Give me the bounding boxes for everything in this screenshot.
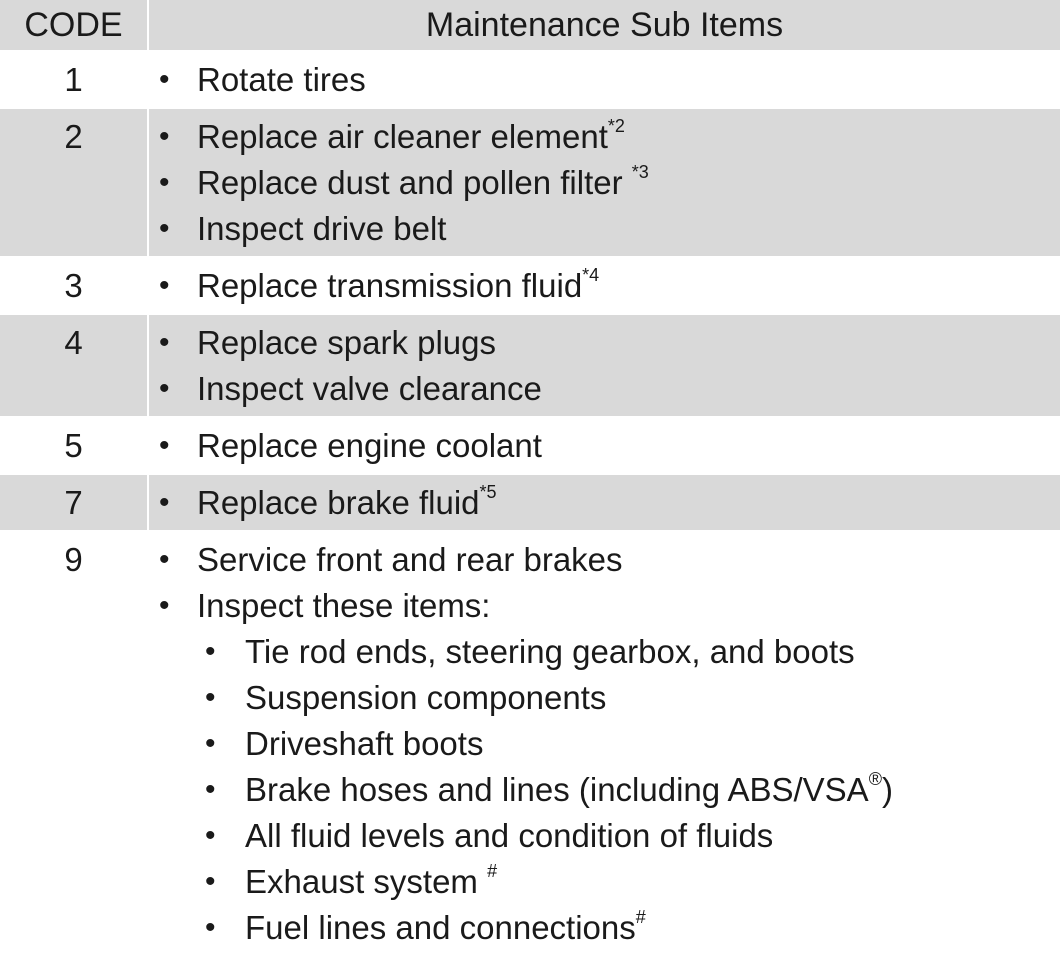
sub-items-list xyxy=(149,57,1060,103)
list-item xyxy=(149,859,1060,905)
list-item xyxy=(149,160,1060,206)
maintenance-code: 5 xyxy=(0,417,148,474)
sub-items-cell xyxy=(148,531,1060,955)
footnote-marker: # xyxy=(487,861,498,881)
list-item xyxy=(149,583,1060,629)
header-row xyxy=(0,0,1060,51)
item-text: Replace dust and pollen filter xyxy=(197,164,632,201)
table-row xyxy=(0,531,1060,955)
item-text: Inspect valve clearance xyxy=(197,370,542,407)
list-item xyxy=(149,905,1060,951)
footnote-marker: # xyxy=(635,907,646,927)
item-text: Service front and rear brakes xyxy=(197,541,623,578)
table-row xyxy=(0,108,1060,257)
sub-items-cell xyxy=(148,474,1060,531)
item-text: Tie rod ends, steering gearbox, and boots xyxy=(245,633,855,670)
code-column-header: CODE xyxy=(0,0,148,51)
sub-items-list xyxy=(149,537,1060,951)
item-text-suffix: ) xyxy=(881,771,893,808)
item-text: Inspect these items: xyxy=(197,587,491,624)
footnote-marker: *5 xyxy=(479,482,497,502)
table-row xyxy=(0,474,1060,531)
sub-items-list xyxy=(149,480,1060,526)
maintenance-code: 3 xyxy=(0,257,148,314)
nested-sub-items-list xyxy=(149,629,1060,951)
maintenance-code: 4 xyxy=(0,314,148,417)
list-item xyxy=(149,480,1060,526)
item-text: Brake hoses and lines (including ABS/VSA xyxy=(245,771,869,808)
item-text: Suspension components xyxy=(245,679,607,716)
sub-items-cell xyxy=(148,51,1060,108)
item-text: Replace spark plugs xyxy=(197,324,496,361)
item-text: Replace air cleaner element xyxy=(197,118,608,155)
item-text: Rotate tires xyxy=(197,61,366,98)
sub-items-cell xyxy=(148,257,1060,314)
table-row xyxy=(0,417,1060,474)
list-item xyxy=(149,423,1060,469)
list-item xyxy=(149,675,1060,721)
sub-items-cell xyxy=(148,108,1060,257)
item-text: Driveshaft boots xyxy=(245,725,484,762)
item-text: Inspect drive belt xyxy=(197,210,447,247)
item-text: Replace transmission fluid xyxy=(197,267,583,304)
footnote-marker: *3 xyxy=(631,162,649,182)
item-text: Replace brake fluid xyxy=(197,484,480,521)
maintenance-code: 9 xyxy=(0,531,148,955)
sub-items-list xyxy=(149,423,1060,469)
item-text: Fuel lines and connections xyxy=(245,909,636,946)
sub-items-list xyxy=(149,320,1060,412)
list-item xyxy=(149,206,1060,252)
list-item xyxy=(149,114,1060,160)
table-row xyxy=(0,51,1060,108)
footnote-marker: *2 xyxy=(607,116,625,136)
item-text: Replace engine coolant xyxy=(197,427,542,464)
table-row xyxy=(0,314,1060,417)
sub-items-list xyxy=(149,114,1060,252)
footnote-marker: ® xyxy=(868,769,882,789)
item-text: Exhaust system xyxy=(245,863,488,900)
list-item xyxy=(149,263,1060,309)
list-item xyxy=(149,320,1060,366)
list-item xyxy=(149,537,1060,583)
sub-items-cell xyxy=(148,417,1060,474)
list-item xyxy=(149,629,1060,675)
maintenance-code: 7 xyxy=(0,474,148,531)
maintenance-code: 1 xyxy=(0,51,148,108)
list-item xyxy=(149,767,1060,813)
sub-items-cell xyxy=(148,314,1060,417)
list-item xyxy=(149,721,1060,767)
footnote-marker: *4 xyxy=(582,265,600,285)
table-row xyxy=(0,257,1060,314)
maintenance-code: 2 xyxy=(0,108,148,257)
list-item xyxy=(149,57,1060,103)
list-item xyxy=(149,366,1060,412)
list-item xyxy=(149,813,1060,859)
sub-items-list xyxy=(149,263,1060,309)
item-text: All fluid levels and condition of fluids xyxy=(245,817,774,854)
items-column-header: Maintenance Sub Items xyxy=(148,0,1060,51)
